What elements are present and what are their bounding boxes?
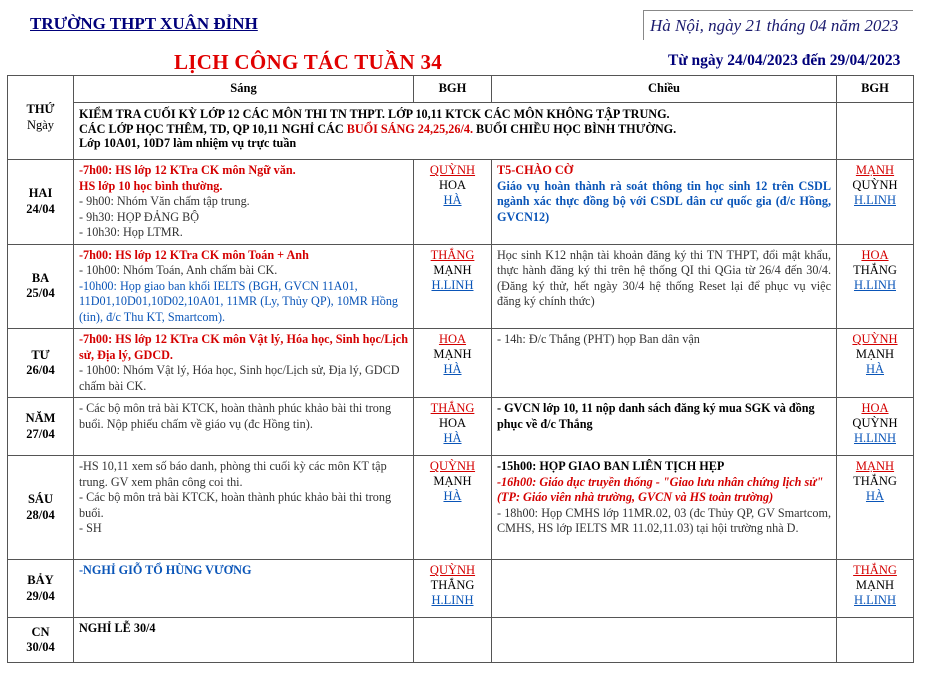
day-name: NĂM bbox=[25, 411, 56, 425]
morning-line: - 10h30: Họp LTMR. bbox=[79, 225, 183, 239]
afternoon-header: Chiều bbox=[492, 76, 837, 103]
afternoon-line: - GVCN lớp 10, 11 nộp danh sách đăng ký mua SGK và đồng phục về đ/c Thắng bbox=[497, 401, 815, 431]
bgh-header-2: BGH bbox=[837, 76, 914, 103]
bgh-name: HÀ bbox=[443, 431, 462, 445]
bgh-name: HOA bbox=[438, 178, 467, 192]
morning-line: - Các bộ môn trả bài KTCK, hoàn thành phúc khảo bài thi trong buổi. Nộp phiếu chấm về giáo vụ (đc Hồng tin). bbox=[79, 401, 392, 431]
date-range: Từ ngày 24/04/2023 đến 29/04/2023 bbox=[668, 52, 901, 69]
afternoon-line: Giáo vụ hoàn thành rà soát thông tin học sinh 12 trên CSDL ngành xác thực đồng bộ với CSDL dân cư quốc gia (đ/c Hồng, GVCN12) bbox=[497, 178, 831, 224]
school-name: TRƯỜNG THPT XUÂN ĐỈNH bbox=[30, 14, 258, 33]
bgh-afternoon-cell bbox=[837, 244, 914, 329]
afternoon-line: -16h00: Giáo dục truyền thống - "Giao lưu nhân chứng lịch sử" bbox=[497, 474, 824, 489]
bgh-afternoon-cell bbox=[837, 618, 914, 663]
bgh-name: HOA bbox=[438, 332, 467, 346]
bgh-name: H.LINH bbox=[431, 277, 474, 292]
notice-line3: Lớp 10A01, 10D7 làm nhiệm vụ trực tuần bbox=[79, 136, 297, 150]
bgh-name: HÀ bbox=[865, 489, 885, 503]
morning-line: -7h00: HS lớp 12 KTra CK môn Ngữ văn. bbox=[79, 163, 296, 177]
schedule-table bbox=[7, 75, 914, 663]
day-name: HAI bbox=[28, 186, 53, 201]
afternoon-cell bbox=[492, 160, 837, 245]
header-row bbox=[8, 76, 914, 103]
afternoon-cell bbox=[492, 618, 837, 663]
day-header-label: THỨ bbox=[26, 102, 55, 116]
day-date: 27/04 bbox=[26, 426, 55, 441]
morning-line: - Các bộ môn trả bài KTCK, hoàn thành phúc khảo bài thi trong buổi. bbox=[79, 490, 392, 520]
morning-line: - 9h00: Nhóm Văn chấm tập trung. bbox=[79, 194, 250, 208]
morning-cell bbox=[74, 456, 414, 560]
bgh-morning-cell bbox=[414, 244, 492, 329]
morning-cell bbox=[74, 398, 414, 456]
morning-cell bbox=[74, 560, 414, 618]
bgh-name: HÀ bbox=[443, 193, 462, 207]
bgh-header-1: BGH bbox=[414, 76, 492, 103]
bgh-name: HÀ bbox=[865, 362, 885, 376]
morning-line: - 9h30: HỌP ĐẢNG BỘ bbox=[79, 209, 200, 224]
bgh-name: MẠNH bbox=[433, 347, 472, 361]
bgh-name: HOA bbox=[438, 416, 467, 430]
bgh-name: QUỲNH bbox=[429, 459, 476, 473]
morning-line: -NGHỈ GIỖ TỔ HÙNG VƯƠNG bbox=[79, 563, 252, 577]
bgh-name: QUỲNH bbox=[429, 563, 476, 577]
bgh-name: H.LINH bbox=[853, 431, 896, 445]
bgh-afternoon-cell bbox=[837, 456, 914, 560]
day-cell bbox=[8, 244, 74, 329]
bgh-morning-cell bbox=[414, 456, 492, 560]
afternoon-line: - 14h: Đ/c Thắng (PHT) họp Ban dân vận bbox=[497, 332, 700, 346]
bgh-name: MẠNH bbox=[855, 163, 895, 177]
table-row bbox=[8, 618, 914, 663]
table-row bbox=[8, 244, 914, 329]
bgh-name: H.LINH bbox=[853, 593, 896, 607]
day-header bbox=[8, 76, 74, 160]
bgh-name: HÀ bbox=[443, 489, 462, 503]
table-row bbox=[8, 398, 914, 456]
day-cell bbox=[8, 560, 74, 618]
notice-line2c: BUỔI CHIỀU HỌC BÌNH THƯỜNG. bbox=[473, 121, 677, 136]
bgh-name: HOA bbox=[861, 247, 889, 262]
bgh-afternoon-cell bbox=[837, 398, 914, 456]
bgh-name: H.LINH bbox=[853, 277, 896, 292]
day-name: BA bbox=[31, 270, 50, 285]
bgh-afternoon-cell bbox=[837, 329, 914, 398]
afternoon-cell bbox=[492, 456, 837, 560]
table-row bbox=[8, 329, 914, 398]
bgh-name: MẠNH bbox=[855, 459, 895, 473]
afternoon-line: -15h00: HỌP GIAO BAN LIÊN TỊCH HẸP bbox=[497, 459, 725, 473]
bgh-name: QUỲNH bbox=[429, 163, 476, 177]
notice-empty-cell bbox=[837, 103, 914, 160]
day-cell bbox=[8, 398, 74, 456]
morning-line: -7h00: HS lớp 12 KTra CK môn Toán + Anh bbox=[79, 247, 309, 262]
day-name: TƯ bbox=[31, 347, 50, 362]
morning-cell bbox=[74, 244, 414, 329]
morning-line: NGHỈ LỄ 30/4 bbox=[79, 621, 156, 635]
morning-line: HS lớp 10 học bình thường. bbox=[79, 178, 223, 193]
day-name: BẢY bbox=[27, 573, 54, 587]
day-date: 30/04 bbox=[26, 640, 55, 654]
notice-row bbox=[8, 103, 914, 160]
morning-cell bbox=[74, 160, 414, 245]
bgh-morning-cell bbox=[414, 329, 492, 398]
morning-header: Sáng bbox=[74, 76, 414, 103]
afternoon-line: Học sinh K12 nhận tài khoản đăng ký thi TN THPT, đổi mật khẩu, thực hành đăng ký thi trên hệ thống QI thi QGia từ 26/4 đến 30/4. (Đăng ký thử, hết ngày 30/4 hệ thống Reset lại để phục vụ việc đăng ký chính thức) bbox=[497, 247, 831, 308]
bgh-morning-cell bbox=[414, 618, 492, 663]
bgh-morning-cell bbox=[414, 560, 492, 618]
bgh-name: MẠNH bbox=[433, 262, 472, 277]
morning-line: -HS 10,11 xem số báo danh, phòng thi cuối kỳ các môn KT tập trung. GV xem phân công coi thi. bbox=[79, 459, 387, 489]
morning-line: -7h00: HS lớp 12 KTra CK môn Vật lý, Hóa học, Sinh học/Lịch sử, Địa lý, GDCD. bbox=[79, 332, 408, 362]
notice-cell bbox=[74, 103, 837, 160]
bgh-name: QUỲNH bbox=[852, 416, 898, 430]
day-date: 25/04 bbox=[26, 286, 55, 301]
bgh-name: QUỲNH bbox=[852, 178, 898, 192]
bgh-afternoon-cell bbox=[837, 560, 914, 618]
afternoon-cell bbox=[492, 398, 837, 456]
morning-line: - SH bbox=[79, 521, 102, 535]
day-name: SÁU bbox=[27, 492, 53, 506]
bgh-name: QUỲNH bbox=[852, 332, 898, 346]
bgh-name: H.LINH bbox=[431, 593, 474, 607]
place-date: Hà Nội, ngày 21 tháng 04 năm 2023 bbox=[643, 10, 913, 40]
bgh-name: THẮNG bbox=[430, 578, 475, 592]
bgh-name: H.LINH bbox=[853, 193, 896, 207]
bgh-name: HÀ bbox=[443, 362, 462, 376]
morning-line: - 10h00: Nhóm Vật lý, Hóa học, Sinh học/Lịch sử, Địa lý, GDCD chấm bài CK. bbox=[79, 363, 400, 393]
morning-cell bbox=[74, 329, 414, 398]
day-cell bbox=[8, 160, 74, 245]
afternoon-line: T5-CHÀO CỜ bbox=[497, 163, 574, 177]
notice-line2b: BUỔI SÁNG 24,25,26/4. bbox=[346, 121, 473, 136]
day-date: 26/04 bbox=[26, 363, 55, 377]
notice-line1: KIỂM TRA CUỐI KỲ LỚP 12 CÁC MÔN THI TN THPT. LỚP 10,11 KTCK CÁC MÔN KHÔNG TẬP TRUNG. bbox=[79, 107, 670, 121]
day-name: CN bbox=[31, 624, 50, 639]
bgh-name: THẮNG bbox=[853, 563, 897, 577]
afternoon-cell bbox=[492, 329, 837, 398]
bgh-afternoon-cell bbox=[837, 160, 914, 245]
day-cell bbox=[8, 329, 74, 398]
notice-line2a: CÁC LỚP HỌC THÊM, TD, QP 10,11 NGHỈ CÁC bbox=[79, 121, 347, 136]
day-date: 28/04 bbox=[26, 507, 55, 522]
afternoon-cell bbox=[492, 560, 837, 618]
bgh-name: MẠNH bbox=[855, 347, 895, 361]
page-title: LỊCH CÔNG TÁC TUẦN 34 bbox=[174, 50, 443, 74]
afternoon-cell bbox=[492, 244, 837, 329]
bgh-name: MẠNH bbox=[855, 578, 895, 592]
day-header-sub: Ngày bbox=[26, 117, 55, 132]
bgh-name: MẠNH bbox=[433, 474, 472, 488]
morning-cell bbox=[74, 618, 414, 663]
table-row bbox=[8, 160, 914, 245]
bgh-name: THẮNG bbox=[430, 401, 475, 415]
day-date: 24/04 bbox=[26, 201, 55, 216]
afternoon-line: - 18h00: Họp CMHS lớp 11MR.02, 03 (đc Thủy QP, GV Smartcom, CMHS, HS lớp IELTS MR 11.02,11.03) tại hội trường nhà D. bbox=[497, 505, 831, 535]
morning-line: - 10h00: Nhóm Toán, Anh chấm bài CK. bbox=[79, 263, 278, 277]
day-cell bbox=[8, 618, 74, 663]
morning-line: -10h00: Họp giao ban khối IELTS (BGH, GVCN 11A01, 11D01,10D01,10D02,10A01, 11MR (Ly, Thủy QP), 10MR Hồng (tin), đ/c Thu KT, Smartcom). bbox=[79, 278, 399, 324]
bgh-name: THẮNG bbox=[853, 474, 897, 488]
day-date: 29/04 bbox=[26, 588, 55, 603]
bgh-name: HOA bbox=[861, 401, 889, 415]
bgh-morning-cell bbox=[414, 160, 492, 245]
table-row bbox=[8, 456, 914, 560]
day-cell bbox=[8, 456, 74, 560]
bgh-morning-cell bbox=[414, 398, 492, 456]
bgh-name: THẮNG bbox=[430, 247, 475, 262]
bgh-name: THẮNG bbox=[853, 262, 897, 277]
table-row bbox=[8, 560, 914, 618]
afternoon-line: (TP: Giáo viên nhà trường, GVCN và HS toàn trường) bbox=[497, 490, 774, 504]
